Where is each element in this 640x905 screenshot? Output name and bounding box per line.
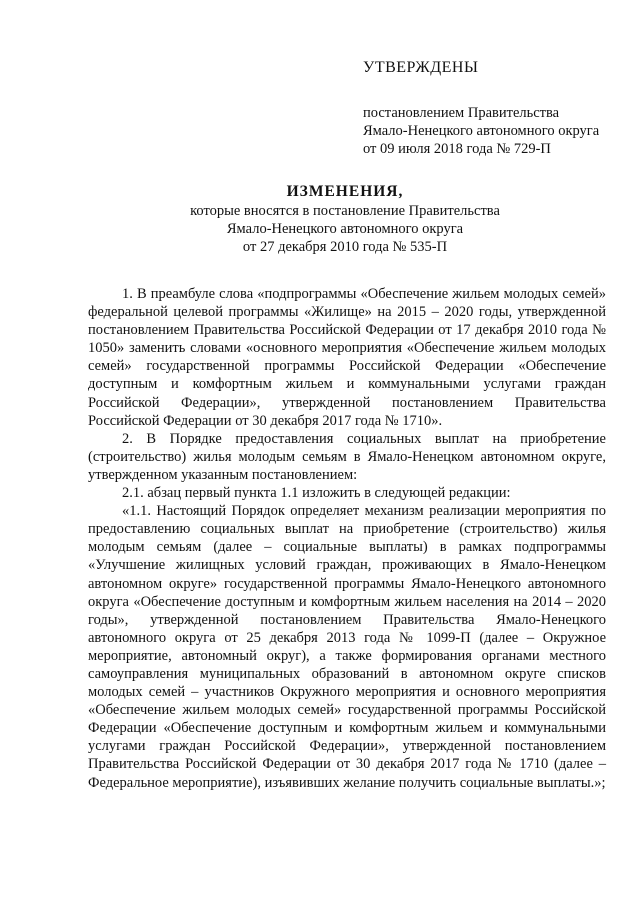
heading-line: Ямало-Ненецкого автономного округа <box>226 221 464 237</box>
paragraph-quote: «1.1. Настоящий Порядок определяет механизм реализации мероприятия по предоставлению социальных выплат на приобретение (строительство) жилья молодым семьям (далее – социальные выплаты) в рамках подпрограммы «Улучшение жилищных условий граждан, проживающих в Ямало-Ненецком автономном округе» государственной программы Ямало-Ненецкого автономного округа «Обеспечение доступным и комфортным жильем населения на 2014 – 2020 годы», утвержденной постановлением Правительства Ямало-Ненецкого автономного округа от 25 декабря 2013 года № 1099-П (далее – Окружное мероприятие, автономный округ), а также формирования органами местного самоуправления муниципальных образований в автономном округе списков молодых семей – участников Окружного мероприятия и основного мероприятия «Обеспечение жильем молодых семей» государственной программы Российской Федерации «Обеспечение доступным и комфортным жильем и коммунальными услугами граждан Российской Федерации», утвержденной постановлением Правительства Российской Федерации от 30 декабря 2017 года № 1710 (далее – Федеральное мероприятие), изъявивших желание получить социальные выплаты.»; <box>88 503 606 791</box>
approval-title: УТВЕРЖДЕНЫ <box>363 59 479 76</box>
heading-line: которые вносятся в постановление Правительства <box>190 203 500 219</box>
approval-line: постановлением Правительства <box>363 105 560 121</box>
document-body <box>88 285 606 792</box>
paragraph-2: 2. В Порядке предоставления социальных выплат на приобретение (строительство) жилья молодым семьям в Ямало-Ненецком автономном округе, утвержденном указанным постановлением: <box>88 430 606 483</box>
approval-line: Ямало-Ненецкого автономного округа <box>363 123 600 139</box>
approval-line: от 09 июля 2018 года № 729-П <box>363 141 551 157</box>
heading-title: ИЗМЕНЕНИЯ, <box>286 183 404 200</box>
paragraph-1: 1. В преамбуле слова «подпрограммы «Обеспечение жильем молодых семей» федеральной целевой программы «Жилище» на 2015 – 2020 годы, утвержденной постановлением Правительства Российской Федерации от 17 декабря 2010 года № 1050» заменить словами «основного мероприятия «Обеспечение жильем молодых семей» государственной программы Российской Федерации «Обеспечение доступным и комфортным жильем и коммунальными услугами граждан Российской Федерации», утвержденной постановлением Правительства Российской Федерации от 30 декабря 2017 года № 1710». <box>88 286 606 429</box>
approval-block <box>363 58 623 158</box>
heading-line: от 27 декабря 2010 года № 535-П <box>242 239 448 255</box>
document-heading <box>90 182 600 256</box>
paragraph-2-1: 2.1. абзац первый пункта 1.1 изложить в следующей редакции: <box>122 485 511 502</box>
